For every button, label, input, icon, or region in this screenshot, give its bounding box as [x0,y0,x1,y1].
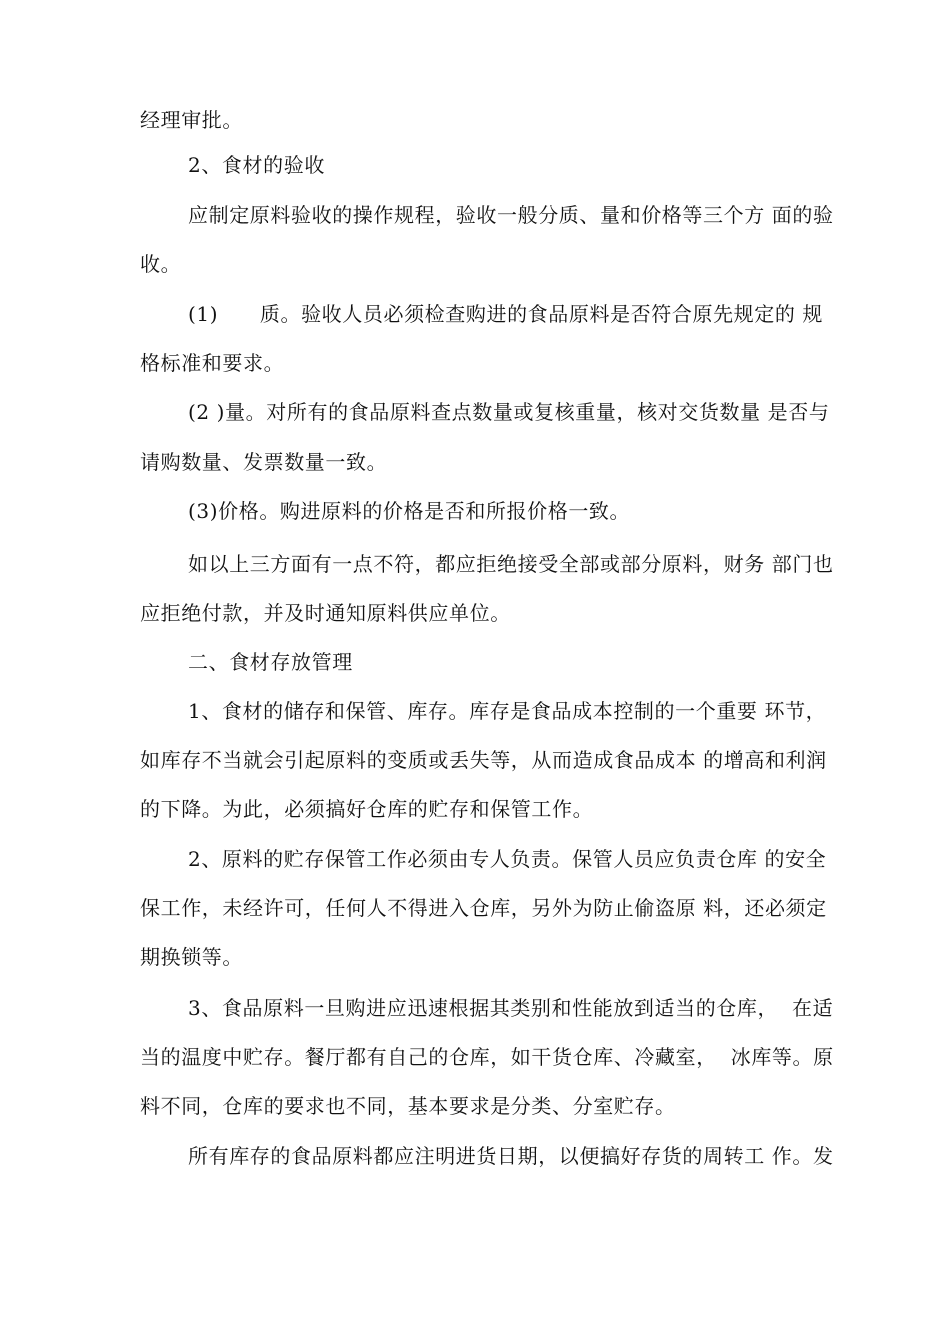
text-line: 1、食材的储存和保管、库存。库存是食品成本控制的一个重要 环节， [188,699,827,723]
section-heading: 二、食材存放管理 [188,650,353,674]
text-line: 期换锁等。 [140,945,243,969]
text-line: (2 )量。对所有的食品原料查点数量或复核重量，核对交货数量 是否与 [188,400,830,424]
text-line: (1) 质。验收人员必须检查购进的食品原料是否符合原先规定的 规 [188,302,824,326]
text-line: 保工作，未经许可，任何人不得进入仓库，另外为防止偷盗原 料，还必须定 [140,896,827,920]
text-line: 格标准和要求。 [140,351,285,375]
section-heading: 2、食材的验收 [188,153,325,177]
text-line: 如以上三方面有一点不符，都应拒绝接受全部或部分原料，财务 部门也 [188,552,834,576]
text-line: 应制定原料验收的操作规程，验收一般分质、量和价格等三个方 面的验 [188,203,834,227]
text-line: 的下降。为此，必须搞好仓库的贮存和保管工作。 [140,797,594,821]
text-line: 当的温度中贮存。餐厅都有自己的仓库，如干货仓库、冷藏室， 冰库等。原 [140,1045,834,1069]
text-line: 3、食品原料一旦购进应迅速根据其类别和性能放到适当的仓库， 在适 [188,996,834,1020]
text-line: 所有库存的食品原料都应注明进货日期，以便搞好存货的周转工 作。发 [188,1144,834,1168]
text-line: 收。 [140,252,182,276]
text-line: 料不同，仓库的要求也不同，基本要求是分类、分室贮存。 [140,1094,676,1118]
text-line: 经理审批。 [140,108,243,132]
text-line: (3)价格。购进原料的价格是否和所报价格一致。 [188,499,631,523]
text-line: 请购数量、发票数量一致。 [140,450,388,474]
text-line: 如库存不当就会引起原料的变质或丢失等，从而造成食品成本 的增高和利润 [140,748,827,772]
text-line: 应拒绝付款，并及时通知原料供应单位。 [140,601,511,625]
text-line: 2、原料的贮存保管工作必须由专人负责。保管人员应负责仓库 的安全 [188,847,827,871]
